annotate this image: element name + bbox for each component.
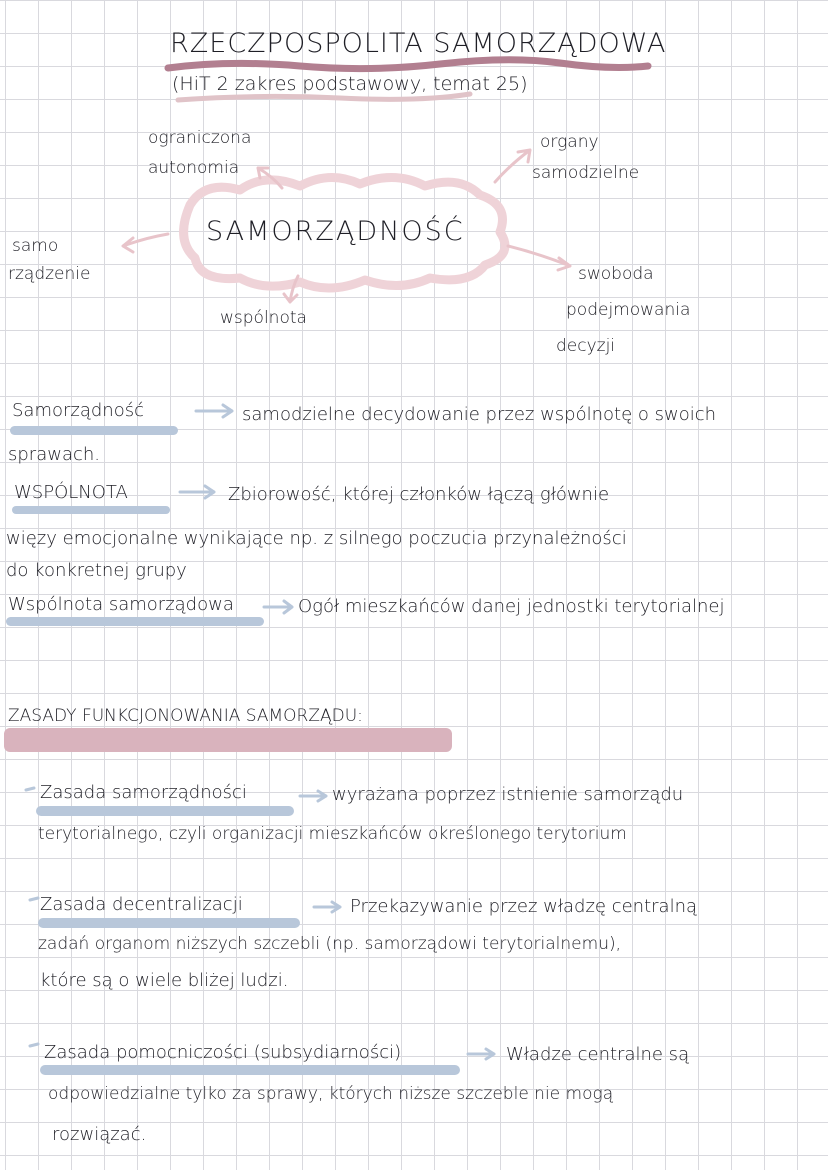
def-term-samorzadnosc: Samorządność bbox=[12, 400, 145, 421]
principle-1-term: Zasada samorządności bbox=[40, 782, 247, 803]
principle-3-term: Zasada pomocniczości (subsydiarności) bbox=[44, 1042, 402, 1063]
principle-2-line3: które są o wiele bliżej ludzi. bbox=[40, 970, 289, 991]
principle-2-line2: zadań organom niższych szczebli (np. samorządowi terytorialnemu), bbox=[38, 934, 622, 954]
bullet-dash-3 bbox=[30, 1044, 38, 1046]
mindmap-decyzji: decyzji bbox=[556, 336, 616, 356]
highlight-wspolnota-samorzadowa bbox=[6, 617, 264, 626]
highlight-p1 bbox=[36, 806, 294, 816]
mindmap-podejmowania: podejmowania bbox=[566, 300, 691, 320]
mindmap-rzadzenie: rządzenie bbox=[8, 264, 91, 284]
arrow-p3 bbox=[468, 1049, 494, 1059]
arrow-p2 bbox=[314, 902, 340, 912]
arrow-samorzadzenie bbox=[123, 234, 168, 252]
def-term-wspolnota: WSPÓLNOTA bbox=[14, 482, 128, 503]
arrow-def3 bbox=[264, 601, 292, 613]
def-wspolnota-line2: więzy emocjonalne wynikające np. z silnego poczucia przynależności bbox=[6, 528, 627, 549]
arrow-organy bbox=[495, 150, 530, 182]
arrow-p1 bbox=[300, 791, 326, 801]
mindmap-samo: samo bbox=[12, 236, 59, 256]
mindmap-wspolnota: wspólnota bbox=[220, 308, 307, 328]
principle-3-line2: odpowiedzialne tylko za sprawy, których niższe szczeble nie mogą bbox=[48, 1084, 614, 1104]
def-wspolnota-samorzadowa-line1: Ogół mieszkańców danej jednostki terytorialnej bbox=[298, 596, 725, 617]
bullet-dash-2 bbox=[30, 898, 38, 900]
def-samorzadnosc-line2: sprawach. bbox=[8, 444, 101, 465]
arrow-def2 bbox=[180, 486, 214, 498]
def-wspolnota-line1: Zbiorowość, której członków łączą głównie bbox=[228, 484, 610, 505]
mindmap-organy: organy bbox=[540, 132, 599, 152]
highlight-wspolnota bbox=[12, 506, 170, 514]
mindmap-samodzielne: samodzielne bbox=[532, 163, 640, 183]
def-term-wspolnota-samorzadowa: Wspólnota samorządowa bbox=[8, 594, 234, 615]
arrow-def1 bbox=[196, 405, 232, 417]
mindmap-ograniczona: ograniczona bbox=[148, 128, 252, 148]
arrow-swoboda bbox=[508, 246, 570, 270]
section-heading: ZASADY FUNKCJONOWANIA SAMORZĄDU: bbox=[8, 706, 363, 726]
mindmap-center: SAMORZĄDNOŚĆ bbox=[206, 216, 465, 247]
principle-2-term: Zasada decentralizacji bbox=[40, 894, 243, 915]
def-wspolnota-line3: do konkretnej grupy bbox=[6, 560, 187, 581]
title-underline bbox=[168, 60, 648, 69]
mindmap-swoboda: swoboda bbox=[578, 264, 654, 284]
highlight-section bbox=[4, 728, 452, 752]
principle-1-line2: terytorialnego, czyli organizacji mieszkańców określonego terytorium bbox=[38, 824, 627, 844]
highlight-p3 bbox=[40, 1065, 460, 1075]
highlight-samorzadnosc bbox=[10, 426, 178, 435]
def-samorzadnosc-line1: samodzielne decydowanie przez wspólnotę o swoich bbox=[242, 404, 717, 425]
principle-3-line3: rozwiązać. bbox=[52, 1124, 147, 1145]
page-subtitle: (HiT 2 zakres podstawowy, temat 25) bbox=[172, 73, 528, 95]
principle-1-line1: wyrażana poprzez istnienie samorządu bbox=[332, 784, 684, 805]
bullet-dash-1 bbox=[26, 788, 34, 790]
page-title: RZECZPOSPOLITA SAMORZĄDOWA bbox=[170, 28, 667, 59]
principle-3-line1: Władze centralne są bbox=[506, 1044, 690, 1065]
highlight-p2 bbox=[38, 918, 300, 928]
mindmap-autonomia: autonomia bbox=[148, 158, 240, 178]
principle-2-line1: Przekazywanie przez władzę centralną bbox=[350, 896, 698, 917]
